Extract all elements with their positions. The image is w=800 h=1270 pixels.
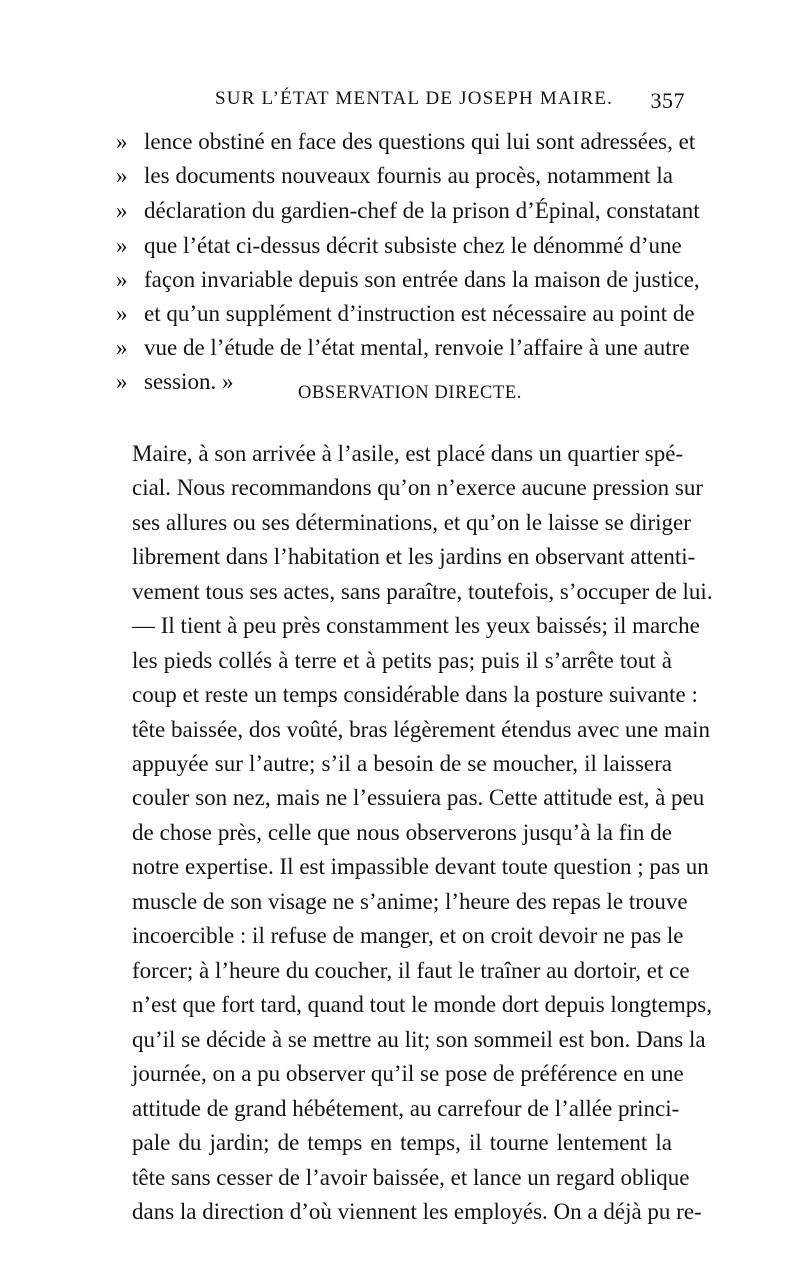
quote-mark: »: [116, 369, 128, 394]
quote-line: [116, 264, 700, 296]
body-line: tête sans cesser de l’avoir baissée, et lance un regard oblique: [132, 1165, 690, 1190]
body-line: ses allures ou ses déterminations, et qu’on le laisse se diriger: [132, 510, 691, 535]
section-heading: OBSERVATION DIRECTE.: [298, 383, 522, 403]
body-line: couler son nez, mais ne l’essuiera pas. Cette attitude est, à peu: [132, 785, 705, 810]
quote-line-text: et qu’un supplément d’instruction est nécessaire au point de: [144, 301, 695, 326]
quote-mark: »: [116, 301, 128, 326]
running-head-title: SUR L’ÉTAT MENTAL DE JOSEPH MAIRE.: [215, 88, 614, 109]
quote-mark: »: [116, 233, 128, 258]
body-line: appuyée sur l’autre; s’il a besoin de se moucher, il laissera: [132, 751, 672, 776]
body-line: — Il tient à peu près constamment les yeux baissés; il marche: [132, 613, 700, 638]
quote-line-text: session. »: [144, 369, 234, 394]
quote-line: [116, 126, 696, 158]
quote-mark: »: [116, 267, 128, 292]
body-line: de chose près, celle que nous observerons jusqu’à la fin de: [132, 820, 672, 845]
quote-mark: »: [116, 198, 128, 223]
body-line: coup et reste un temps considérable dans la posture suivante :: [132, 682, 698, 707]
quote-line: [116, 298, 695, 330]
running-head: [215, 88, 685, 113]
body-line: n’est que fort tard, quand tout le monde dort depuis longtemps,: [132, 992, 712, 1017]
quote-line-text: vue de l’étude de l’état mental, renvoie l’affaire à une autre: [144, 335, 690, 360]
quote-mark: »: [116, 163, 128, 188]
body-line: incoercible : il refuse de manger, et on croit devoir ne pas le: [132, 923, 684, 948]
body-line: cial. Nous recommandons qu’on n’exerce aucune pression sur: [132, 475, 703, 500]
quote-line: [116, 195, 700, 227]
page-number: 357: [650, 88, 685, 113]
body-line: attitude de grand hébétement, au carrefour de l’allée princi-: [132, 1096, 680, 1121]
body-line: vement tous ses actes, sans paraître, toutefois, s’occuper de lui.: [132, 579, 713, 604]
body-line: Maire, à son arrivée à l’asile, est placé dans un quartier spé-: [132, 441, 684, 466]
quote-line-text: les documents nouveaux fournis au procès, notamment la: [144, 163, 673, 188]
body-line: muscle de son visage ne s’anime; l’heure des repas le trouve: [132, 889, 688, 914]
quote-line: [116, 160, 673, 192]
quote-line-text: façon invariable depuis son entrée dans la maison de justice,: [144, 267, 700, 292]
body-line: journée, on a pu observer qu’il se pose de préférence en une: [132, 1061, 684, 1086]
body-line: forcer; à l’heure du coucher, il faut le traîner au dortoir, et ce: [132, 958, 690, 983]
body-line: tête baissée, dos voûté, bras légèrement étendus avec une main: [132, 717, 710, 742]
body-line: qu’il se décide à se mettre au lit; son sommeil est bon. Dans la: [132, 1027, 706, 1052]
quote-line: [116, 230, 682, 262]
quote-line: [116, 332, 690, 364]
body-line: librement dans l’habitation et les jardins en observant attenti-: [132, 544, 696, 569]
quote-line-text: que l’état ci-dessus décrit subsiste chez le dénommé d’une: [144, 233, 682, 258]
quote-mark: »: [116, 335, 128, 360]
body-line: dans la direction d’où viennent les employés. On a déjà pu re-: [132, 1199, 702, 1224]
quote-mark: »: [116, 129, 128, 154]
quote-line-text: déclaration du gardien-chef de la prison d’Épinal, constatant: [144, 198, 700, 223]
body-line: notre expertise. Il est impassible devant toute question ; pas un: [132, 854, 709, 879]
quote-line-text: lence obstiné en face des questions qui lui sont adressées, et: [144, 129, 696, 154]
body-line: les pieds collés à terre et à petits pas; puis il s’arrête tout à: [132, 648, 672, 673]
body-line: pale du jardin; de temps en temps, il tourne lentement la: [132, 1130, 672, 1155]
